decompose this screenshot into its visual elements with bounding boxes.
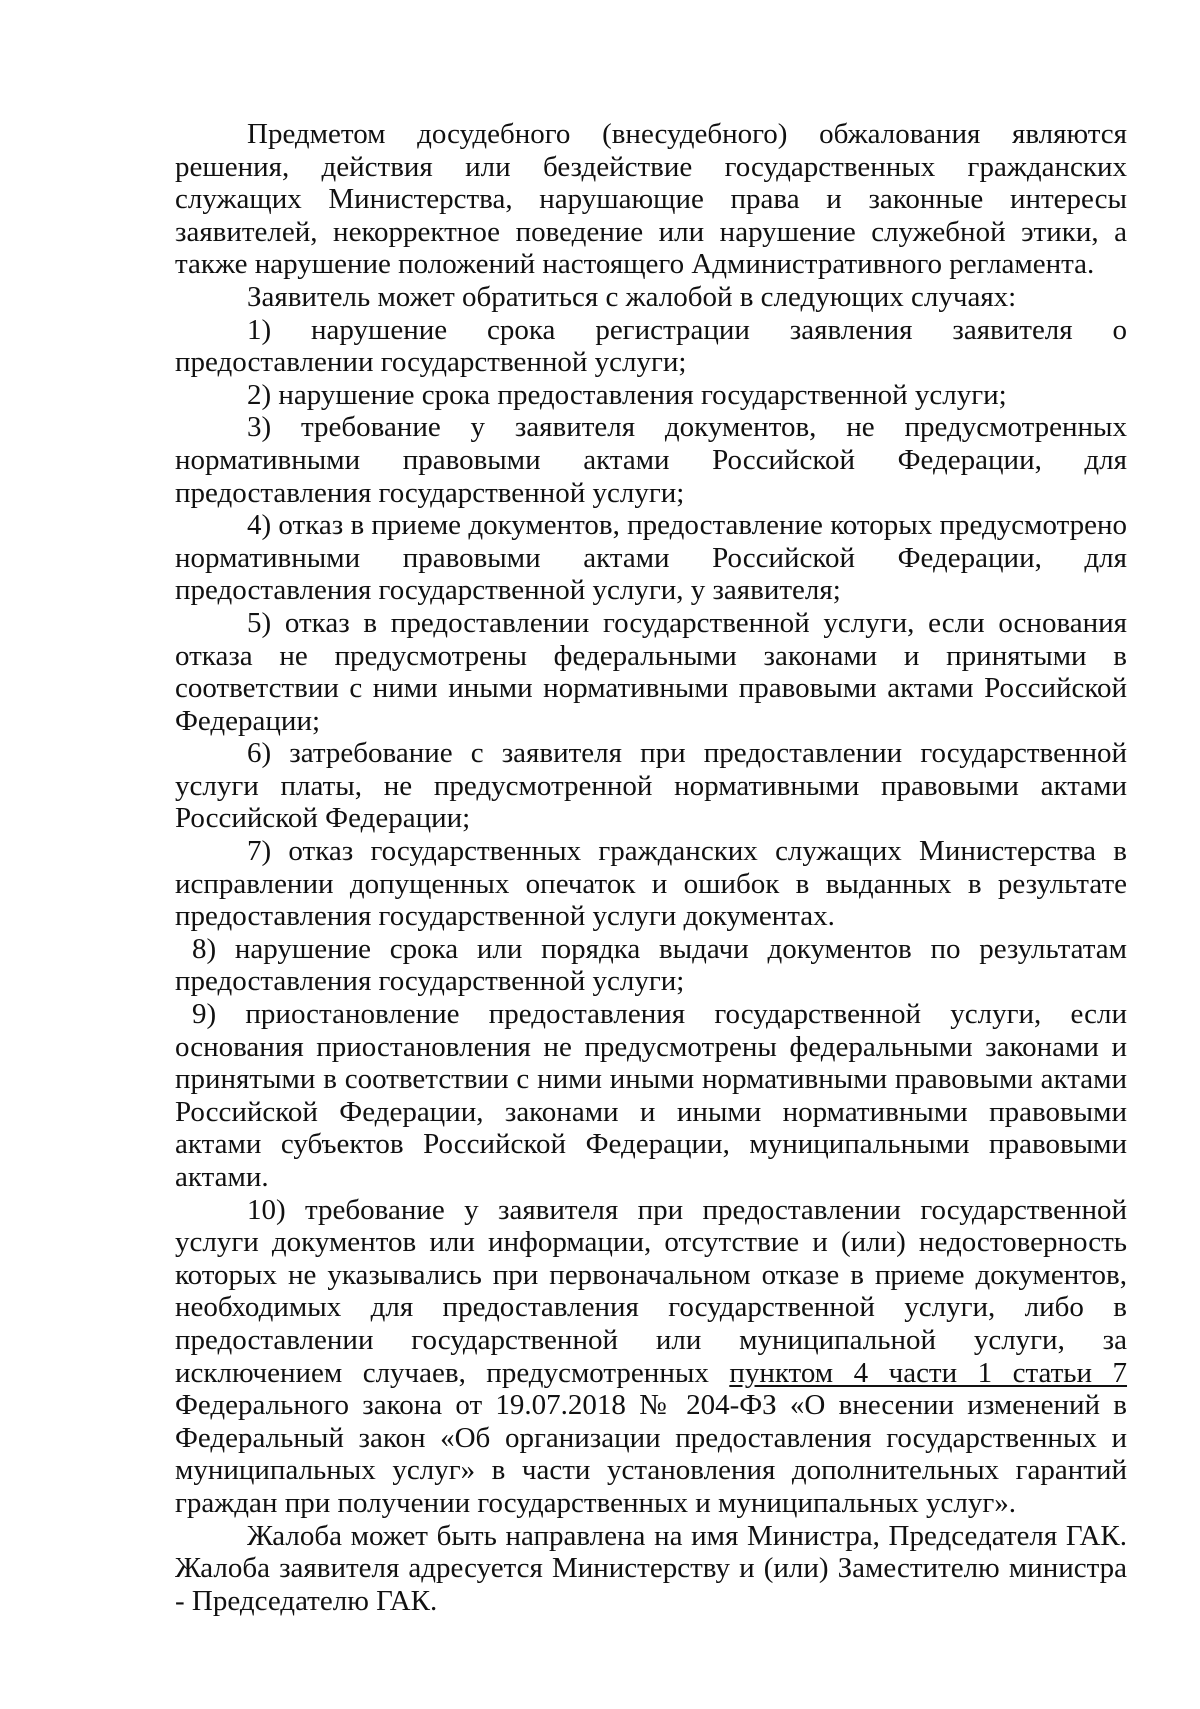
list-item: 7) отказ государственных гражданских служащих Министерства в исправлении допущенных опечаток и ошибок в выданных в результате предоставления государственной услуги документах. (175, 835, 1127, 933)
law-reference-link[interactable]: пунктом 4 части 1 статьи 7 (729, 1356, 1128, 1389)
list-item: 6) затребование с заявителя при предоставлении государственной услуги платы, не предусмотренной нормативными правовыми актами Российской Федерации; (175, 737, 1127, 835)
list-item-10 (175, 1194, 1127, 1520)
list-item: 8) нарушение срока или порядка выдачи документов по результатам предоставления государственной услуги; (175, 932, 1127, 998)
paragraph-cases-intro: Заявитель может обратиться с жалобой в следующих случаях: (247, 280, 1017, 313)
list-item: 9) приостановление предоставления государственной услуги, если основания приостановления не предусмотрены федеральными законами и принятыми в соответствии с ними иными нормативными правовыми актами Российской Федерации, законами и иными нормативными правовыми актами субъектов Российской Федерации, муниципальными правовыми актами. (175, 998, 1127, 1193)
list-item: 4) отказ в приеме документов, предоставление которых предусмотрено нормативными правовыми актами Российской Федерации, для предоставления государственной услуги, у заявителя; (175, 509, 1127, 607)
list-item: 3) требование у заявителя документов, не предусмотренных нормативными правовыми актами Российской Федерации, для предоставления государственной услуги; (175, 411, 1127, 509)
document-body (175, 118, 1127, 1617)
paragraph-10-text-before: 10) требование у заявителя при предоставлении государственной услуги документов или информации, отсутствие и (или) недостоверность которых не указывались при первоначальном отказе в приеме документов, необходимых для предоставления государственной услуги, либо в предоставлении государственной или муниципальной услуги, за исключением случаев, предусмотренных (175, 1193, 1127, 1389)
paragraph-subject: Предметом досудебного (внесудебного) обжалования являются решения, действия или бездействие государственных гражданских служащих Министерства, нарушающие права и законные интересы заявителей, некорректное поведение или нарушение служебной этики, а также нарушение положений настоящего Административного регламента. (175, 118, 1127, 281)
list-item: 2) нарушение срока предоставления государственной услуги; (247, 378, 1007, 411)
paragraph-10-text-after: Федерального закона от 19.07.2018 № 204-ФЗ «О внесении изменений в Федеральный закон «Об организации предоставления государственных и муниципальных услуг» в части установления дополнительных гарантий граждан при получении государственных и муниципальных услуг». (175, 1389, 1127, 1519)
paragraph-complaint-addressee: Жалоба может быть направлена на имя Министра, Председателя ГАК. Жалоба заявителя адресуется Министерству и (или) Заместителю министра - Председателю ГАК. (175, 1519, 1127, 1617)
list-item: 1) нарушение срока регистрации заявления заявителя о предоставлении государственной услуги; (175, 313, 1127, 379)
list-item: 5) отказ в предоставлении государственной услуги, если основания отказа не предусмотрены федеральными законами и принятыми в соответствии с ними иными нормативными правовыми актами Российской Федерации; (175, 606, 1127, 737)
